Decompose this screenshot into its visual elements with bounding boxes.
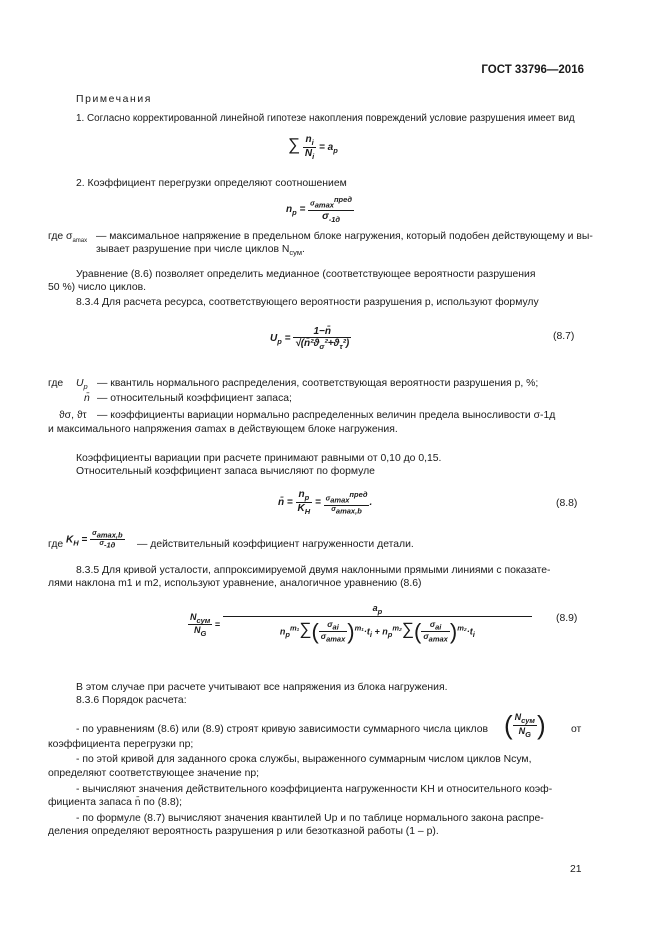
where-sigma-line2 — [96, 243, 305, 259]
formula-damage-sum: ∑ $\frac{n_i}{N_i}$ = $a_p$ — [288, 134, 338, 161]
step-2-b: определяют соответствующее значение np; — [48, 768, 260, 779]
paragraph-all-stresses: В этом случае при расчете учитывают все напряжения из блока нагружения. — [76, 682, 448, 693]
up-description: — квантиль нормального распределения, соответствующая вероятности разрушения p, %; — [97, 378, 539, 389]
page-number: 21 — [570, 864, 582, 875]
where-sigma-line1: — максимальное напряжение в предельном блоке нагружения, который подобен действующему и вы- — [96, 231, 593, 242]
step-1-a-end: от — [571, 724, 582, 735]
where-sigma-label: где $\sigma_{amax}$ — [48, 231, 88, 245]
step-4-a: - по формуле (8.7) вычисляют значения квантилей Up и по таблице нормального закона распре- — [76, 813, 544, 824]
where-sigma-sub: сум — [289, 248, 302, 258]
formula-n-ratio: ( $\frac{N_{сум}}{N_G}$ ) — [504, 710, 546, 740]
theta-symbol: ϑσ, ϑτ — [59, 410, 87, 421]
paragraph-8-3-4: 8.3.4 Для расчета ресурса, соответствующего вероятности разрушения p, используют формулу — [76, 297, 539, 308]
formula-8-7: $U_p$ = $\frac{1-n̄}{√(n̄^2ϑ_\sigma^2+ϑ_\tau^2)}$ — [270, 326, 350, 351]
formula-overload: $n_p$ = $\frac{\sigma_{amax}^{пред}}{\sigma_{-1д}}$ — [286, 195, 353, 224]
where-sigma-end: . — [301, 244, 305, 255]
notes-title: Примечания — [76, 94, 152, 105]
note-1: 1. Согласно корректированной линейной гипотезе накопления повреждений условие разрушения имеет вид — [76, 113, 575, 124]
note-2: 2. Коэффициент перегрузки определяют соотношением — [76, 178, 347, 189]
step-4-b: деления определяют вероятность разрушения p или безотказной работы (1 – p). — [48, 826, 439, 837]
n-description: — относительный коэффициент запаса; — [97, 393, 292, 404]
where-sigma-word: где σ — [48, 231, 73, 242]
formula-kn: $K_H$ = $\frac{\sigma_{amax,b}}{\sigma_{-1д}}$ — [66, 530, 123, 550]
step-1-b: коэффициента перегрузки np; — [48, 739, 194, 750]
where-label: где — [48, 378, 64, 389]
step-3-a: - вычисляют значения действительного коэффициента нагруженности KH и относительного коэф- — [76, 784, 553, 795]
equation-number-8-9: (8.9) — [556, 613, 578, 624]
kn-lead: где — [48, 539, 64, 550]
up-symbol-text: U — [76, 378, 84, 389]
paragraph-8-6-b: 50 %) число циклов. — [48, 282, 147, 293]
paragraph-relative-coeff: Относительный коэффициент запаса вычисляют по формуле — [76, 466, 375, 477]
paragraph-8-3-6: 8.3.6 Порядок расчета: — [76, 695, 187, 706]
paragraph-8-6-a: Уравнение (8.6) позволяет определить медианное (соответствующее вероятности разрушения — [76, 269, 536, 280]
formula-8-8: n̄ = $\frac{n_p}{K_H}$ = $\frac{\sigma_{amax}^{пред}}{\sigma_{amax,b}}$ . — [278, 489, 373, 516]
equation-number-8-8: (8.8) — [556, 498, 578, 509]
theta-description-2: и максимального напряжения σamax в действующем блоке нагружения. — [48, 424, 398, 435]
formula-8-9: $\frac{N_{сум}}{N_G}$ = $a_p$ $n_p^{m_1}\sum$( $\frac{\sigma_{ai}}{\sigma_{amax}}$ )$^{m_1}\cdot t_i + n_p^{m_2}\sum$( $\frac{\sigma_{ai}}{\sigma_{amax}}$ )$^{m_2}\cdot t_i$ — [188, 603, 532, 647]
up-symbol — [76, 377, 88, 393]
where-sigma-text: зывает разрушение при числе циклов N — [96, 244, 290, 255]
theta-description: — коэффициенты вариации нормально распределенных величин предела выносливости σ-1д — [97, 410, 556, 421]
n-symbol: n̄ — [84, 393, 90, 404]
paragraph-variation: Коэффициенты вариации при расчете принимают равными от 0,10 до 0,15. — [76, 453, 442, 464]
paragraph-8-3-5-b: лями наклона m1 и m2, используют уравнение, аналогичное уравнению (8.6) — [48, 578, 422, 589]
paragraph-8-3-5-a: 8.3.5 Для кривой усталости, аппроксимируемой двумя наклонными прямыми линиями с показате- — [76, 565, 551, 576]
step-2-a: - по этой кривой для заданного срока службы, выраженного суммарным числом циклов Nсум, — [76, 754, 532, 765]
standard-header: ГОСТ 33796—2016 — [481, 64, 584, 76]
kn-description: — действительный коэффициент нагруженности детали. — [137, 539, 414, 550]
equation-number-8-7: (8.7) — [553, 331, 575, 342]
up-symbol-sub: p — [83, 382, 88, 392]
step-1-a: - по уравнениям (8.6) или (8.9) строят кривую зависимости суммарного числа циклов — [76, 724, 488, 735]
step-3-b: фициента запаса n̄ по (8.8); — [48, 797, 182, 808]
